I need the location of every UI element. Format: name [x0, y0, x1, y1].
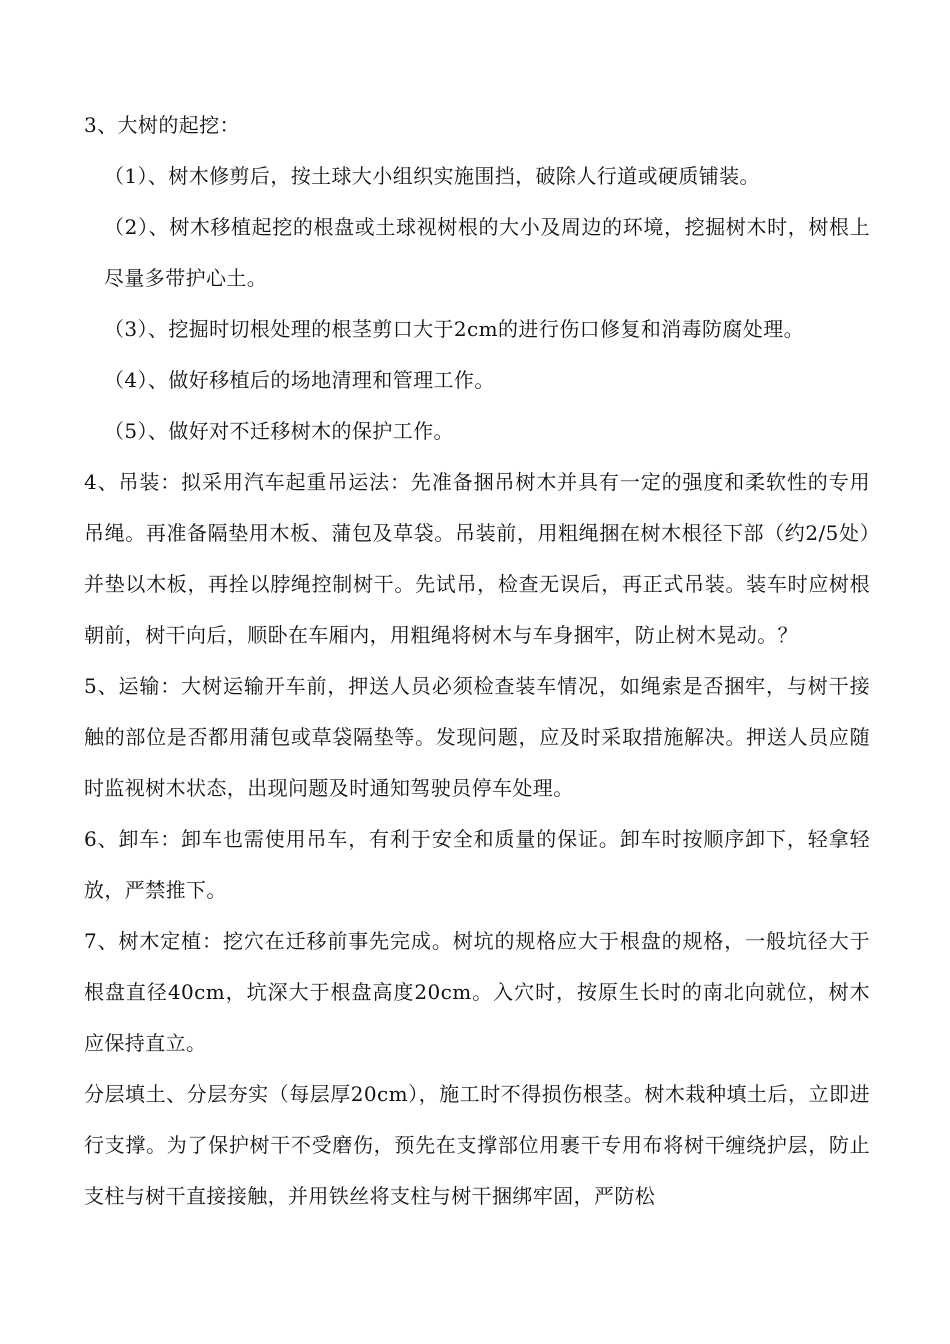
list-item-2: （2）、树木移植起挖的根盘或土球视树根的大小及周边的环境，挖掘树木时，树根上尽量多带护心土。	[104, 215, 870, 290]
section-7-planting: 7、树木定植：挖穴在迁移前事先完成。树坑的规格应大于根盘的规格，一般坑径大于根盘直径40cm，坑深大于根盘高度20cm。入穴时，按原生长时的南北向就位，树木应保持直立。	[84, 929, 870, 1055]
section-4-hoisting: 4、吊装：拟采用汽车起重吊运法：先准备捆吊树木并具有一定的强度和柔软性的专用吊绳。再准备隔垫用木板、蒲包及草袋。吊装前，用粗绳捆在树木根径下部（约2/5处）并垫以木板，再拴以脖绳控制树干。先试吊，检查无误后，再正式吊装。装车时应树根朝前，树干向后，顺卧在车厢内，用粗绳将树木与车身捆牢，防止树木晃动。？	[84, 470, 870, 647]
section-6-unloading: 6、卸车：卸车也需使用吊车，有利于安全和质量的保证。卸车时按顺序卸下，轻拿轻放，严禁推下。	[84, 827, 870, 902]
section-5-transport: 5、运输：大树运输开车前，押送人员必须检查装车情况，如绳索是否捆牢，与树干接触的部位是否都用蒲包或草袋隔垫等。发现问题，应及时采取措施解决。押送人员应随时监视树木状态，出现问题及时通知驾驶员停车处理。	[84, 674, 870, 800]
document-body	[84, 100, 870, 1222]
list-item-5: （5）、做好对不迁移树木的保护工作。	[104, 419, 454, 443]
section-heading-3: 3、大树的起挖：	[84, 113, 240, 137]
list-item-3: （3）、挖掘时切根处理的根茎剪口大于2cm的进行伤口修复和消毒防腐处理。	[104, 317, 805, 341]
list-item-1: （1）、树木修剪后，按土球大小组织实施围挡，破除人行道或硬质铺装。	[104, 164, 760, 188]
body-paragraph: 分层填土、分层夯实（每层厚20cm），施工时不得损伤根茎。树木栽种填土后，立即进行支撑。为了保护树干不受磨伤，预先在支撑部位用裹干专用布将树干缠绕护层，防止支柱与树干直接接触，并用铁丝将支柱与树干捆绑牢固，严防松	[84, 1082, 870, 1208]
list-item-4: （4）、做好移植后的场地清理和管理工作。	[104, 368, 495, 392]
